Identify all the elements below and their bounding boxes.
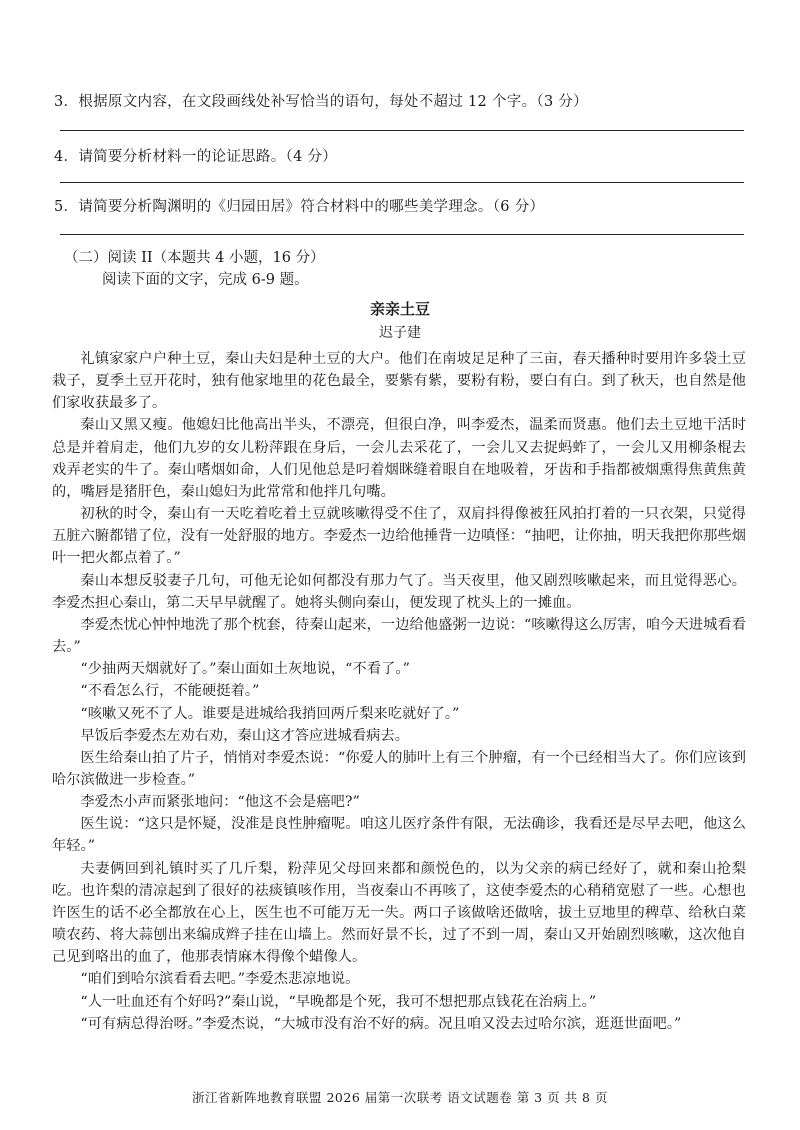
story-body	[52, 348, 746, 1035]
answer-line-5	[60, 234, 744, 235]
paragraph: 早饭后李爱杰左劝右劝，秦山这才答应进城看病去。	[80, 727, 410, 744]
story-author: 迟子建	[379, 325, 421, 341]
section-instruction: 阅读下面的文字，完成 6-9 题。	[102, 272, 309, 288]
question-4: 4．请简要分析材料一的论证思路。（4 分）	[54, 149, 338, 165]
paragraph: “少抽两天烟就好了。”秦山面如土灰地说，“不看了。”	[80, 661, 410, 678]
paragraph: 秦山本想反驳妻子几句，可他无论如何都没有那力气了。当天夜里，他又剧烈咳嗽起来，而且觉得恶心。李爱杰担心秦山，第二天早早就醒了。她将头侧向秦山，便发现了枕头上的一摊血。	[52, 572, 746, 611]
paragraph: 医生说：“这只是怀疑，没准是良性肿瘤呢。咱这儿医疗条件有限，无法确诊，我看还是尽早去吧，他这么年轻。”	[52, 816, 746, 855]
paragraph: 夫妻俩回到礼镇时买了几斤梨，粉萍见父母回来都和颜悦色的，以为父亲的病已经好了，就和秦山抢梨吃。也许梨的清凉起到了很好的祛痰镇咳作用，当夜秦山不再咳了，这使李爱杰的心稍稍宽慰了一些。心想也许医生的话不必全都放在心上，医生也不可能万无一失。两口子该做啥还做啥，拔土豆地里的稗草、给秋白菜喷农药、将大蒜刨出来编成辫子挂在山墙上。然而好景不长，过了不到一周，秦山又开始剧烈咳嗽，这次他自己见到咯出的血了，他那表情麻木得像个蜡像人。	[52, 860, 746, 966]
paragraph: 初秋的时令，秦山有一天吃着吃着土豆就咳嗽得受不住了，双肩抖得像被狂风拍打着的一只衣架，只觉得五脏六腑都错了位，没有一处舒服的地方。李爱杰一边给他捶背一边嗔怪：“抽吧，让你抽，明天我把你那些烟叶一把火都点着了。”	[52, 506, 746, 567]
page-footer: 浙江省新阵地教育联盟 2026 届第一次联考 语文试题卷 第 3 页 共 8 页	[192, 1090, 608, 1105]
story-title: 亲亲土豆	[369, 300, 430, 318]
paragraph: “可有病总得治呀。”李爱杰说，“大城市没有治不好的病。况且咱又没去过哈尔滨，逛逛世面吧。”	[80, 1015, 682, 1032]
paragraph: 礼镇家家户户种土豆，秦山夫妇是种土豆的大户。他们在南坡足足种了三亩，春天播种时要用许多袋土豆栽子，夏季土豆开花时，独有他家地里的花色最全，要紫有紫，要粉有粉，要白有白。到了秋天，也自然是他们家收获最多了。	[52, 351, 746, 412]
paragraph: 医生给秦山拍了片子，悄悄对李爱杰说：“你爱人的肺叶上有三个肿瘤，有一个已经相当大了。你们应该到哈尔滨做进一步检查。”	[52, 749, 746, 788]
paragraph: “咳嗽又死不了人。谁要是进城给我捎回两斤梨来吃就好了。”	[80, 705, 460, 722]
question-5: 5．请简要分析陶渊明的《归园田居》符合材料中的哪些美学理念。（6 分）	[54, 199, 545, 215]
paragraph: “人一吐血还有个好吗?”秦山说，“早晚都是个死，我可不想把那点钱花在治病上。”	[80, 993, 597, 1010]
paragraph: “不看怎么行，不能硬挺着。”	[80, 683, 260, 700]
paragraph: 秦山又黑又瘦。他媳妇比他高出半头，不漂亮，但很白净，叫李爱杰，温柔而贤惠。他们去土豆地干活时总是并着肩走，他们九岁的女儿粉萍跟在身后，一会儿去采花了，一会儿又去捉蚂蚱了，一会儿又用柳条棍去戏弄老实的牛了。秦山嗜烟如命，人们见他总是叼着烟眯缝着眼自在地吸着，牙齿和手指都被烟熏得焦黄焦黄的，嘴唇是猪肝色，秦山媳妇为此常常和他拌几句嘴。	[52, 417, 746, 500]
question-3: 3．根据原文内容，在文段画线处补写恰当的语句，每处不超过 12 个字。（3 分）	[54, 94, 588, 110]
paragraph: 李爱杰忧心忡忡地洗了那个枕套，待秦山起来，一边给他盛粥一边说：“咳嗽得这么厉害，咱今天进城看看去。”	[52, 616, 746, 656]
paragraph: 李爱杰小声而紧张地问：“他这不会是癌吧?”	[80, 794, 360, 811]
answer-line-4	[60, 182, 744, 183]
paragraph: “咱们到哈尔滨看看去吧。”李爱杰悲凉地说。	[80, 971, 360, 988]
answer-line-3	[60, 130, 744, 131]
section-heading: （二）阅读 II（本题共 4 小题，16 分）	[64, 250, 325, 266]
